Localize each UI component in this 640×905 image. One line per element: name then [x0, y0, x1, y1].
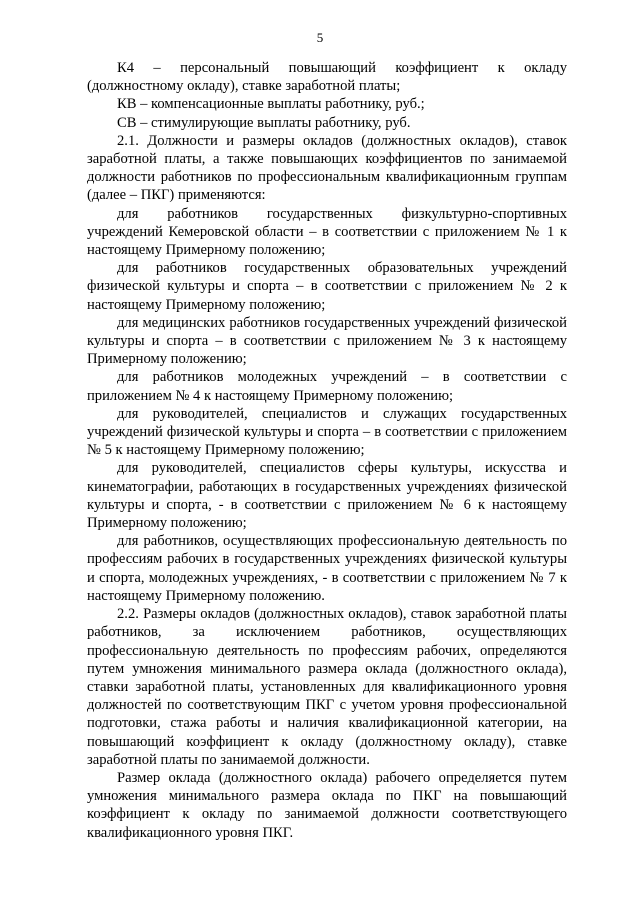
paragraph-appendix-4: для работников молодежных учреждений – в соответствии с приложением № 4 к настоящему Примерному положению; [87, 369, 567, 404]
paragraph-appendix-3: для медицинских работников государственных учреждений физической культуры и спорта – в соответствии с приложением № 3 к настоящему Примерному положению; [87, 314, 567, 368]
paragraph-sv-definition: СВ – стимулирующие выплаты работнику, руб. [117, 114, 411, 131]
document-body [87, 59, 567, 842]
paragraph-section-2-1: 2.1. Должности и размеры окладов (должностных окладов), ставок заработной платы, а также повышающих коэффициентов по занимаемой должности работников по профессиональным квалификационным группам (далее – ПКГ) применяются: [87, 132, 567, 204]
paragraph-k4-definition: К4 – персональный повышающий коэффициент к окладу (должностному окладу), ставке заработной платы; [87, 60, 567, 95]
paragraph-section-2-2: 2.2. Размеры окладов (должностных окладов), ставок заработной платы работников, за исключением работников, осуществляющих профессиональную деятельность по профессиям рабочих, определяются путем умножения минимального размера оклада (должностного оклада), ставки заработной платы, установленных для квалификационного уровня должностей по соответствующим ПКГ с учетом уровня профессиональной подготовки, стажа работы и наличия квалификационной категории, на повышающий коэффициент к окладу (должностному окладу), ставке заработной платы по занимаемой должности. [87, 606, 567, 768]
paragraph-kv-definition: КВ – компенсационные выплаты работнику, руб.; [117, 96, 425, 113]
paragraph-appendix-7: для работников, осуществляющих профессиональную деятельность по профессиям рабочих в государственных учреждениях физической культуры и спорта, молодежных учреждениях, - в соответствии с приложением № 7 к настоящему Примерному положению. [87, 533, 567, 604]
paragraph-worker-salary: Размер оклада (должностного оклада) рабочего определяется путем умножения минимального размера оклада по ПКГ на повышающий коэффициент к окладу по занимаемой должности соответствующего квалификационного уровня ПКГ. [87, 769, 567, 841]
page-number: 5 [316, 30, 324, 45]
paragraph-appendix-2: для работников государственных образовательных учреждений физической культуры и спорта – в соответствии с приложением № 2 к настоящему Примерному положению; [87, 260, 567, 313]
paragraph-appendix-1: для работников государственных физкультурно-спортивных учреждений Кемеровской области – в соответствии с приложением № 1 к настоящему Примерному положению; [87, 205, 567, 259]
paragraph-appendix-6: для руководителей, специалистов сферы культуры, искусства и кинематографии, работающих в государственных учреждениях физической культуры и спорта, - в соответствии с приложением № 6 к настоящему Примерному положению; [87, 460, 567, 532]
paragraph-appendix-5: для руководителей, специалистов и служащих государственных учреждений физической культуры и спорта – в соответствии с приложением № 5 к настоящему Примерному положению; [87, 405, 567, 459]
